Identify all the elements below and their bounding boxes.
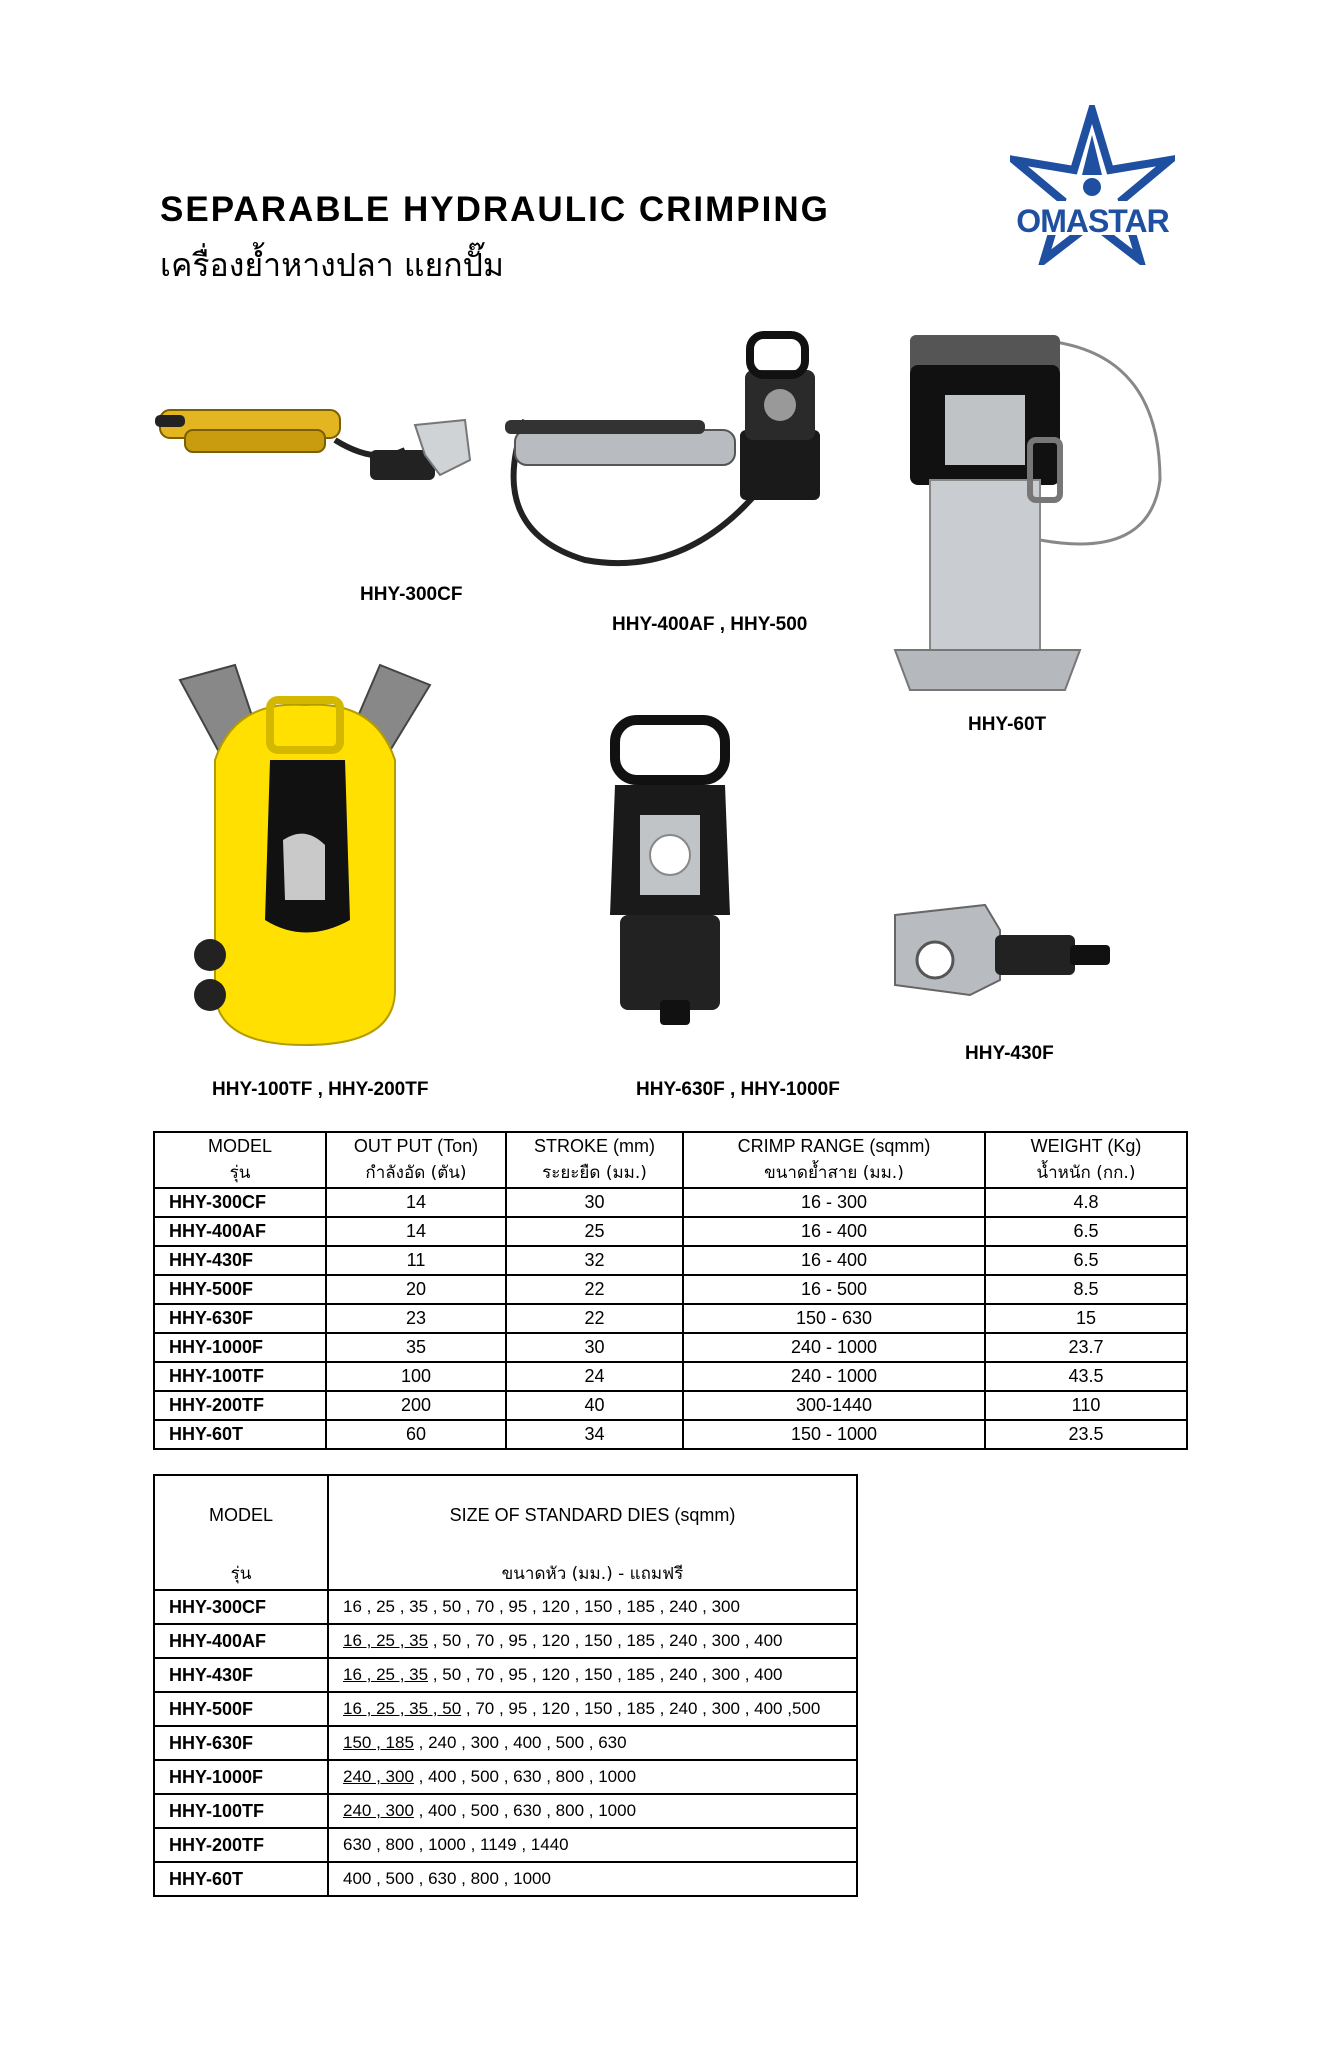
star-logo-icon <box>1010 105 1175 265</box>
product-caption: HHY-60T <box>968 714 1047 735</box>
specification-table <box>153 1131 1188 1450</box>
table-row: HHY-430F 11 32 16 - 400 6.5 <box>154 1246 1187 1275</box>
table-row: HHY-630F 23 22 150 - 630 15 <box>154 1304 1187 1333</box>
hhy-60t-image <box>880 320 1180 705</box>
product-caption: HHY-430F <box>965 1043 1054 1064</box>
table-row: HHY-300CF 14 30 16 - 300 4.8 <box>154 1188 1187 1217</box>
hhy-630f-image <box>605 715 735 1030</box>
col-header-weight: WEIGHT (Kg) น้ำหนัก (กก.) <box>985 1132 1187 1188</box>
col-header-model: MODEL รุ่น <box>154 1475 328 1590</box>
page-title: SEPARABLE HYDRAULIC CRIMPING <box>160 190 830 229</box>
col-header-stroke: STROKE (mm) ระยะยืด (มม.) <box>506 1132 683 1188</box>
table-header-row <box>154 1475 857 1590</box>
product-caption: HHY-300CF <box>360 584 463 605</box>
table-row: HHY-1000F 35 30 240 - 1000 23.7 <box>154 1333 1187 1362</box>
table-row: HHY-1000F 240 , 300 , 400 , 500 , 630 , 800 , 1000 <box>154 1760 857 1794</box>
brand-name: OMASTAR <box>1016 203 1169 239</box>
table-row: HHY-400AF 14 25 16 - 400 6.5 <box>154 1217 1187 1246</box>
table-row: HHY-200TF 200 40 300-1440 110 <box>154 1391 1187 1420</box>
table-row: HHY-300CF 16 , 25 , 35 , 50 , 70 , 95 , 120 , 150 , 185 , 240 , 300 <box>154 1590 857 1624</box>
product-caption: HHY-400AF , HHY-500 <box>612 614 808 635</box>
table-header-row <box>154 1132 1187 1188</box>
table-row: HHY-500F 16 , 25 , 35 , 50 , 70 , 95 , 120 , 150 , 185 , 240 , 300 , 400 ,500 <box>154 1692 857 1726</box>
col-header-crimp-range: CRIMP RANGE (sqmm) ขนาดย้ำสาย (มม.) <box>683 1132 985 1188</box>
table-row: HHY-400AF 16 , 25 , 35 , 50 , 70 , 95 , 120 , 150 , 185 , 240 , 300 , 400 <box>154 1624 857 1658</box>
table-row: HHY-200TF 630 , 800 , 1000 , 1149 , 1440 <box>154 1828 857 1862</box>
hhy-300cf-image <box>155 385 475 495</box>
table-row: HHY-430F 16 , 25 , 35 , 50 , 70 , 95 , 120 , 150 , 185 , 240 , 300 , 400 <box>154 1658 857 1692</box>
col-header-output: OUT PUT (Ton) กำลังอัด (ตัน) <box>326 1132 506 1188</box>
hhy-100tf-image <box>175 660 435 1050</box>
omastar-logo <box>1010 105 1175 265</box>
table-row: HHY-60T 400 , 500 , 630 , 800 , 1000 <box>154 1862 857 1896</box>
product-caption: HHY-630F , HHY-1000F <box>636 1079 840 1100</box>
standard-dies-table <box>153 1474 858 1897</box>
product-caption: HHY-100TF , HHY-200TF <box>212 1079 429 1100</box>
col-header-model: MODEL รุ่น <box>154 1132 326 1188</box>
table-row: HHY-630F 150 , 185 , 240 , 300 , 400 , 500 , 630 <box>154 1726 857 1760</box>
page-subtitle-thai: เครื่องย้ำหางปลา แยกปั๊ม <box>160 246 504 284</box>
table-row: HHY-60T 60 34 150 - 1000 23.5 <box>154 1420 1187 1449</box>
hhy-430f-image <box>890 900 1115 1000</box>
hhy-400af-image <box>495 330 825 570</box>
table-row: HHY-500F 20 22 16 - 500 8.5 <box>154 1275 1187 1304</box>
col-header-die-sizes: SIZE OF STANDARD DIES (sqmm) ขนาดหัว (มม.) - แถมฟรี <box>328 1475 857 1590</box>
table-row: HHY-100TF 240 , 300 , 400 , 500 , 630 , 800 , 1000 <box>154 1794 857 1828</box>
table-row: HHY-100TF 100 24 240 - 1000 43.5 <box>154 1362 1187 1391</box>
